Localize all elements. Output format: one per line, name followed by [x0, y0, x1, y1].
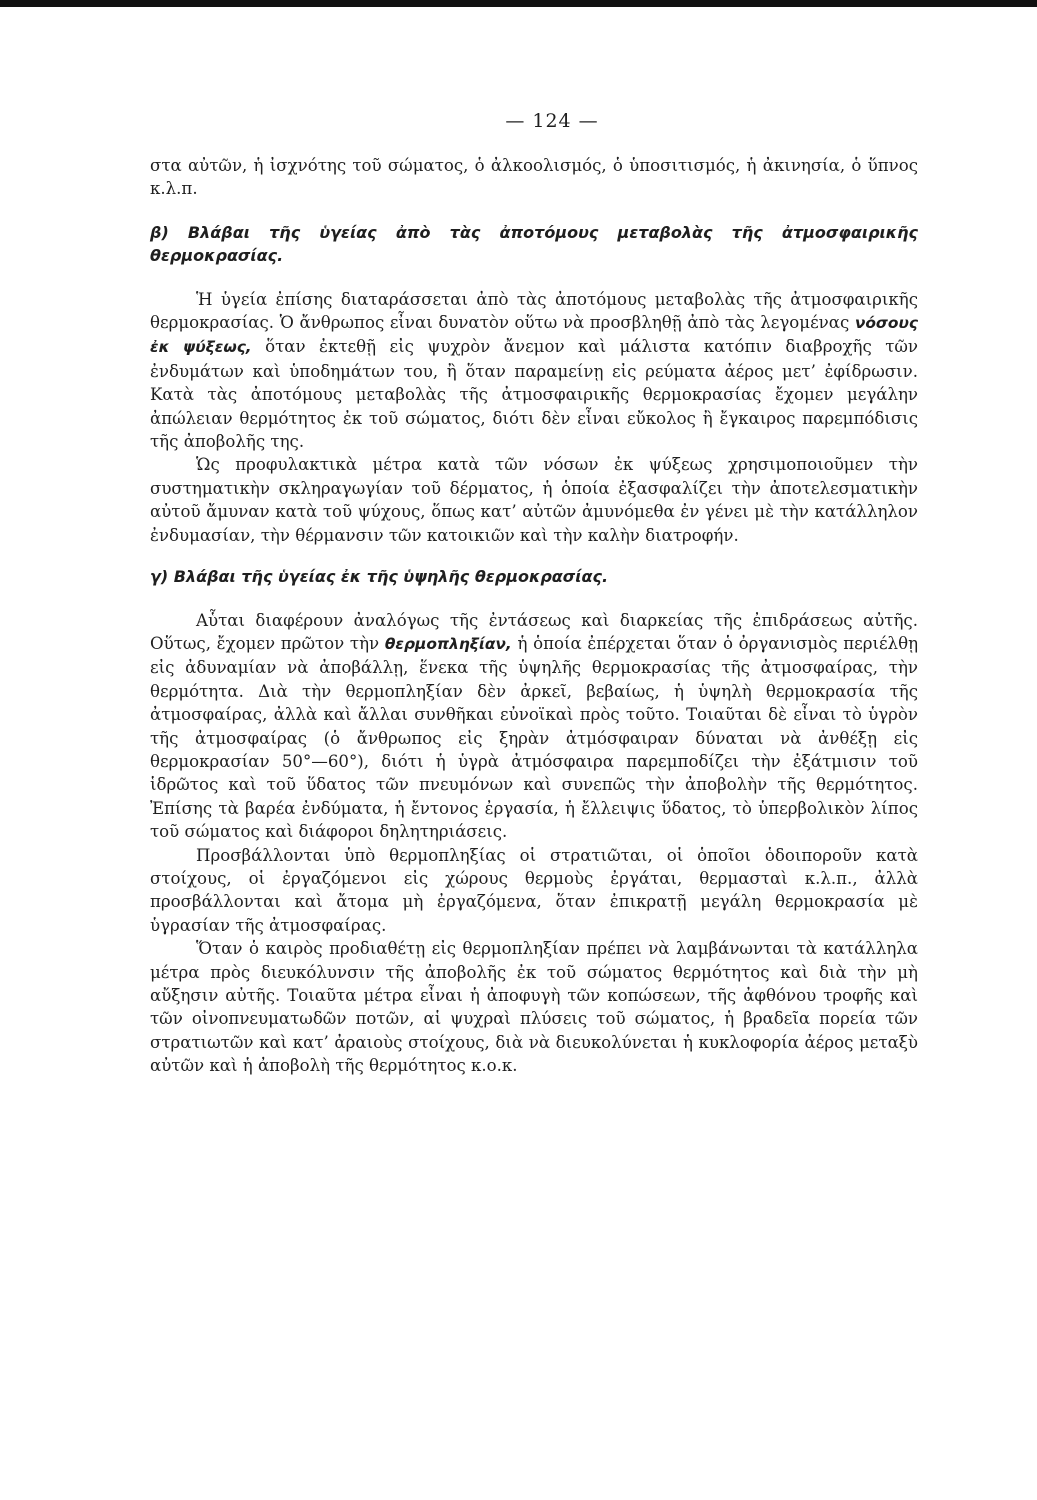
paragraph-b1	[150, 288, 918, 454]
paragraph-c2: Προσβάλλονται ὑπὸ θερμοπληξίας οἱ στρατιῶται, οἱ ὁποῖοι ὁδοιποροῦν κατὰ στοίχους, οἱ ἐργαζόμενοι εἰς χώρους θερμοὺς ἐργάται, θερμασταὶ κ.λ.π., ἀλλὰ προσβάλλονται καὶ ἄτομα μὴ ἐργαζόμενα, ὅταν ἐπικρατῇ μεγάλη θερμοκρασία μὲ ὑγρασίαν τῆς ἀτμοσφαίρας.	[150, 845, 918, 935]
term-cold-diseases: νόσους ἐκ ψύξεως,	[150, 314, 918, 357]
paragraph-b2: Ὡς προφυλακτικὰ μέτρα κατὰ τῶν νόσων ἐκ ψύξεως χρησιμοποιοῦμεν τὴν συστηματικὴν σκληραγωγίαν τοῦ δέρματος, ἡ ὁποία ἐξασφαλίζει τὴν ἀποτελεσματικὴν αὐτοῦ ἄμυναν κατὰ τοῦ ψύχους, ὅπως κατ’ αὐτῶν ἀμυνόμεθα ἐν γένει μὲ τὴν κατάλληλον ἐνδυμασίαν, τὴν θέρμανσιν τῶν κατοικιῶν καὶ τὴν καλὴν διατροφήν.	[150, 455, 918, 545]
section-heading-c: γ) Βλάβαι τῆς ὑγείας ἐκ τῆς ὑψηλῆς θερμοκρασίας.	[150, 567, 609, 587]
paragraph-b1-text-b: ὅταν ἐκτεθῇ εἰς ψυχρὸν ἄνεμον καὶ μάλιστα κατόπιν διαβροχῆς τῶν ἐνδυμάτων καὶ ὑποδημάτων του, ἢ ὅταν παραμείνῃ εἰς ρεύματα ἀέρος μετ’ ἐφίδρωσιν. Κατὰ τὰς ἀποτόμους μεταβολὰς τῆς ἀτμοσφαιρικῆς θερμοκρασίας ἔχομεν μεγάλην ἀπώλειαν θερμότητος ἐκ τοῦ σώματος, διότι δὲν εἶναι εὔκολος ἢ ἔγκαιρος παρεμπόδισις τῆς ἀποβολῆς της.	[150, 337, 919, 452]
term-heatstroke: θερμοπληξίαν,	[384, 634, 512, 653]
paragraph-b1-text-a: Ἡ ὑγεία ἐπίσης διαταράσσεται ἀπὸ τὰς ἀποτόμους μεταβολὰς τῆς ἀτμοσφαιρικῆς θερμοκρασίας. Ὁ ἄνθρωπος εἶναι δυνατὸν οὕτω νὰ προσβληθῇ ἀπὸ τὰς λεγομένας	[150, 289, 918, 333]
section-heading-b: β) Βλάβαι τῆς ὑγείας ἀπὸ τὰς ἀποτόμους μεταβολὰς τῆς ἀτμοσφαιρικῆς θερμοκρασίας.	[150, 222, 918, 266]
page-number: — 124 —	[505, 110, 599, 132]
book-page	[150, 110, 918, 1078]
paragraph-c1-text-b: ἡ ὁποία ἐπέρχεται ὅταν ὁ ὀργανισμὸς περιέλθῃ εἰς ἀδυναμίαν νὰ ἀποβάλλῃ, ἕνεκα τῆς ὑψηλῆς θερμοκρασίας τῆς ἀτμοσφαίρας, τὴν θερμότητα. Διὰ τὴν θερμοπληξίαν δὲν ἀρκεῖ, βεβαίως, ἡ ὑψηλὴ θερμοκρασία τῆς ἀτμοσφαίρας, ἀλλὰ καὶ ἄλλαι συνθῆκαι εὐνοϊκαὶ πρὸς τοῦτο. Τοιαῦται δὲ εἶναι τὸ ὑγρὸν τῆς ἀτμοσφαίρας (ὁ ἄνθρωπος εἰς ξηρὰν ἀτμόσφαιραν δύναται νὰ ἀνθέξῃ εἰς θερμοκρασίαν 50°—60°), διότι ἡ ὑγρὰ ἀτμόσφαιρα παρεμποδίζει τὴν ἐξάτμισιν τοῦ ἱδρῶτος καὶ τοῦ ὕδατος τῶν πνευμόνων καὶ συνεπῶς τὴν ἀποβολὴν τῆς θερμότητος. Ἐπίσης τὰ βαρέα ἐνδύματα, ἡ ἔντονος ἐργασία, ἡ ἔλλειψις ὕδατος, τὸ ὑπερβολικὸν λίπος τοῦ σώματος καὶ διάφοροι δηλητηριάσεις.	[150, 633, 919, 842]
paragraph-c1	[150, 609, 918, 844]
paragraph-intro: στα αὐτῶν, ἡ ἰσχνότης τοῦ σώματος, ὁ ἀλκοολισμός, ὁ ὑποσιτισμός, ἡ ἀκινησία, ὁ ὕπνος κ.λ.π.	[150, 156, 918, 199]
paragraph-c1-text-a: Αὗται διαφέρουν ἀναλόγως τῆς ἐντάσεως καὶ διαρκείας τῆς ἐπιδράσεως αὐτῆς. Οὕτως, ἔχομεν πρῶτον τὴν	[150, 610, 918, 653]
paragraph-c3: Ὅταν ὁ καιρὸς προδιαθέτῃ εἰς θερμοπληξίαν πρέπει νὰ λαμβάνωνται τὰ κατάλληλα μέτρα πρὸς διευκόλυνσιν τῆς ἀποβολῆς ἐκ τοῦ σώματος θερμότητος καὶ διὰ τὴν μὴ αὔξησιν αὐτῆς. Τοιαῦτα μέτρα εἶναι ἡ ἀποφυγὴ τῶν κοπώσεων, τῆς ἀφθόνου τροφῆς καὶ τῶν οἰνοπνευματωδῶν ποτῶν, αἱ ψυχραὶ πλύσεις τοῦ σώματος, ἡ βραδεῖα πορεία τῶν στρατιωτῶν καὶ κατ’ ἀραιοὺς στοίχους, διὰ νὰ διευκολύνεται ἡ κυκλοφορία ἀέρος μεταξὺ αὐτῶν καὶ ἡ ἀποβολὴ τῆς θερμότητος κ.ο.κ.	[150, 939, 918, 1076]
scan-top-border	[0, 0, 1037, 7]
